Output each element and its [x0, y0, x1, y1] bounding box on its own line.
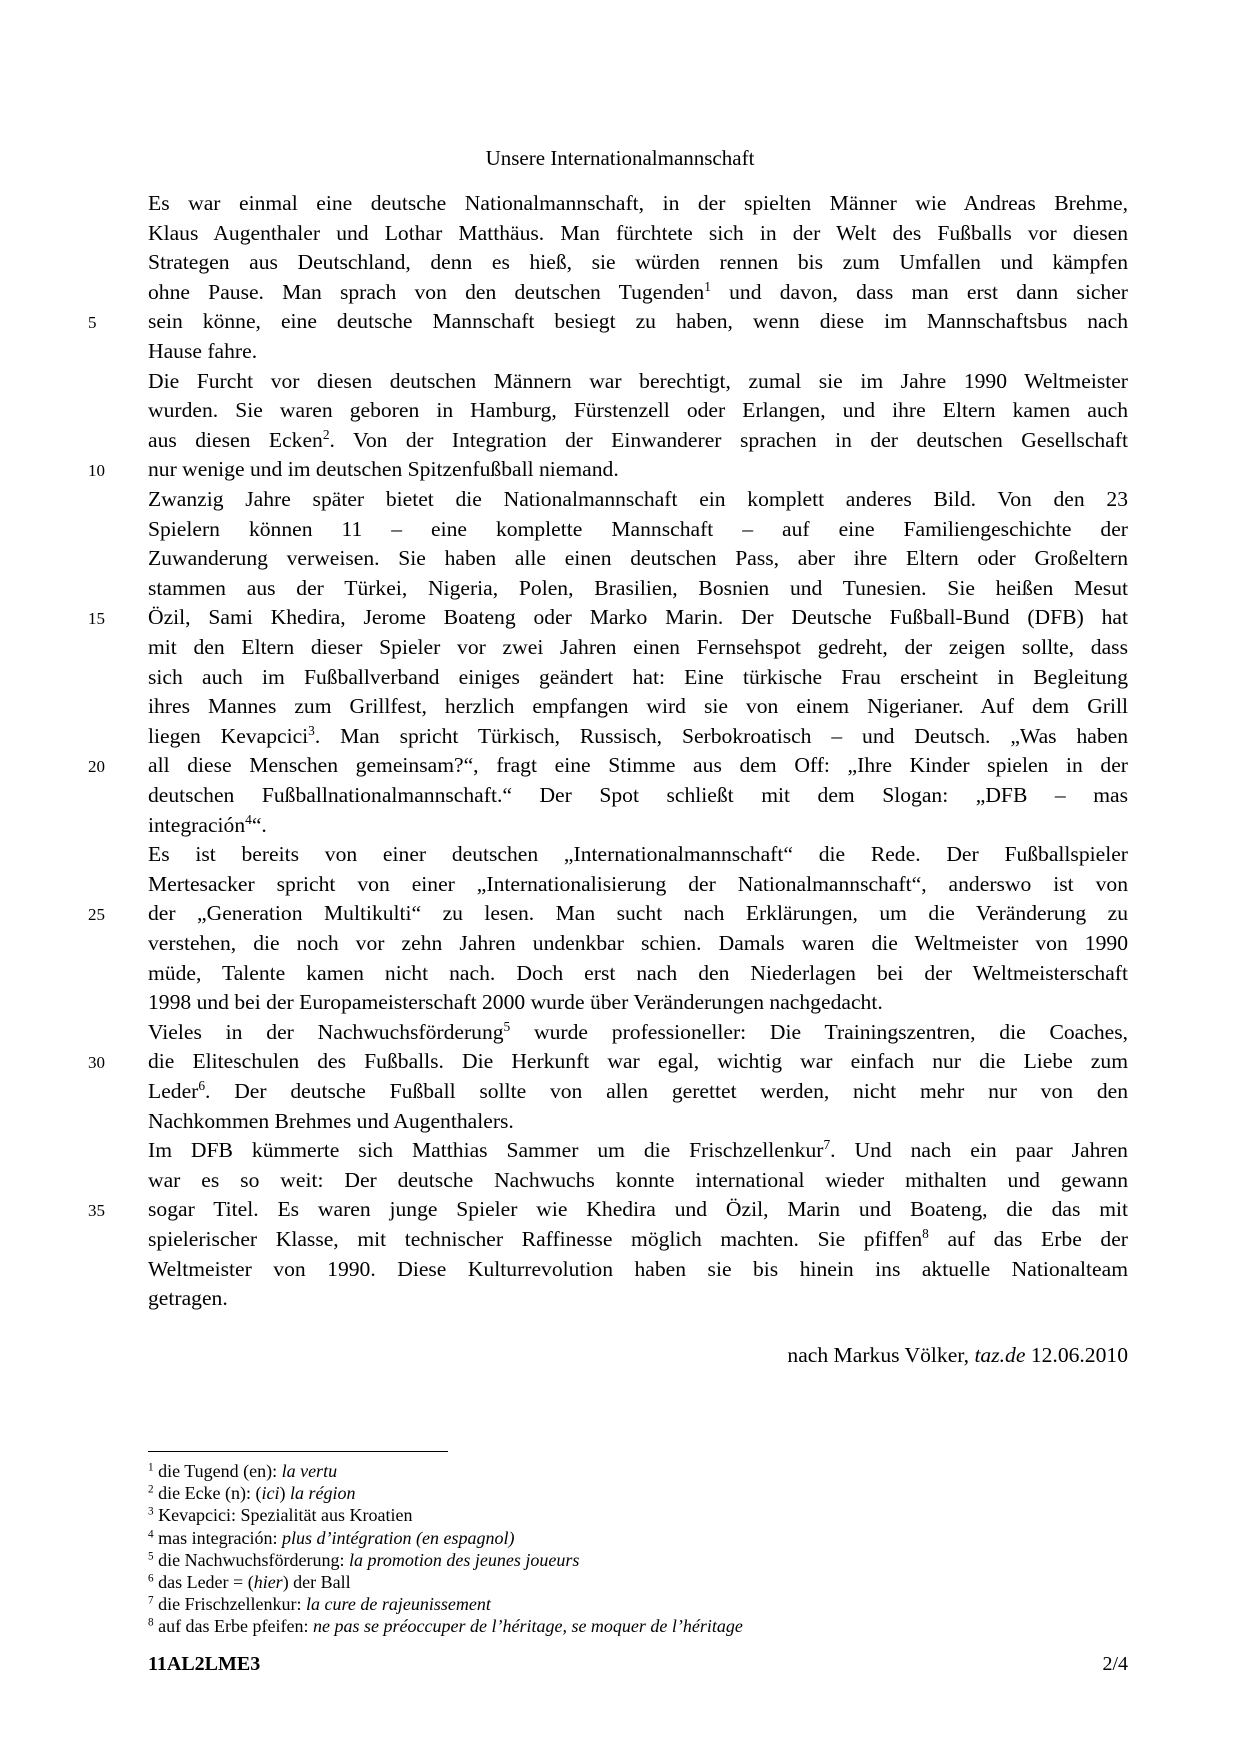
text-line: Spielern können 11 – eine komplette Mannschaft – auf eine Familiengeschichte der	[148, 516, 1128, 541]
source-credit	[787, 1340, 1128, 1370]
text-line: Mertesacker spricht von einer „Internationalisierung der Nationalmannschaft“, anderswo ist von	[148, 871, 1128, 896]
text-line: müde, Talente kamen nicht nach. Doch erst nach den Niederlagen bei der Weltmeisterschaft	[148, 960, 1128, 985]
text-line: Die Furcht vor diesen deutschen Männern war berechtigt, zumal sie im Jahre 1990 Weltmeister	[148, 368, 1128, 393]
footnote: $^3$ Kevapcici: Spezialität aus Kroatien	[148, 1505, 413, 1526]
line-number: 10	[88, 461, 105, 481]
footnote-ref: 7	[823, 1137, 831, 1153]
exam-code: 11AL2LME3	[148, 1653, 261, 1675]
text-line: deutschen Fußballnationalmannschaft.“ Der Spot schließt mit dem Slogan: „DFB – mas	[148, 783, 1128, 807]
text-line: wurden. Sie waren geboren in Hamburg, Fürstenzell oder Erlangen, und ihre Eltern kamen auch	[148, 398, 1128, 423]
text-line: Zwanzig Jahre später bietet die Nationalmannschaft ein komplett anderes Bild. Von den 23	[148, 487, 1128, 511]
footnote: $^5$ die Nachwuchsförderung: la promotion des jeunes joueurs	[148, 1549, 580, 1570]
text-line: Strategen aus Deutschland, denn es hieß, sie würden rennen bis zum Umfallen und kämpfen	[148, 250, 1128, 275]
text-line: Özil, Sami Khedira, Jerome Boateng oder Marko Marin. Der Deutsche Fußball-Bund (DFB) hat	[148, 605, 1128, 630]
text-line: war es so weit: Der deutsche Nachwuchs konnte international wieder mithalten und gewann	[148, 1167, 1128, 1192]
text-line: Im DFB kümmerte sich Matthias Sammer um die Frischzellenkur$^7$. Und nach ein paar Jahren	[148, 1137, 1128, 1163]
page-title: Unsere Internationalmannschaft	[485, 146, 755, 170]
text-line: Weltmeister von 1990. Diese Kulturrevolution haben sie bis hinein ins aktuelle Nationalteam	[148, 1256, 1128, 1281]
line-number: 30	[88, 1053, 105, 1073]
text-line: der „Generation Multikulti“ zu lesen. Man sucht nach Erklärungen, um die Veränderung zu	[148, 901, 1128, 926]
text-line: Vieles in der Nachwuchsförderung$^5$ wurde professioneller: Die Trainingszentren, die Coaches,	[148, 1018, 1129, 1044]
footnote-ref: 4	[245, 811, 252, 827]
text-line: liegen Kevapcici$^3$. Man spricht Türkisch, Russisch, Serbokroatisch – und Deutsch. „Was haben	[148, 722, 1128, 748]
footnote: $^7$ die Frischzellenkur: la cure de rajeunissement	[148, 1594, 491, 1615]
line-number: 20	[88, 757, 105, 777]
text-line: getragen.	[148, 1286, 228, 1311]
footnote-ref: 6	[198, 1077, 206, 1093]
text-line: Es war einmal eine deutsche Nationalmannschaft, in der spielten Männer wie Andreas Brehme,	[148, 191, 1128, 215]
text-line: sogar Titel. Es waren junge Spieler wie Khedira und Özil, Marin und Boateng, die das mit	[148, 1197, 1128, 1222]
source-site: taz.de	[974, 1343, 1026, 1367]
source-author: nach Markus Völker,	[787, 1343, 975, 1367]
line-number: 5	[88, 313, 97, 333]
text-line: Klaus Augenthaler und Lothar Matthäus. Man fürchtete sich in der Welt des Fußballs vor diesen	[148, 220, 1128, 245]
line-number: 15	[88, 609, 105, 629]
text-line: stammen aus der Türkei, Nigeria, Polen, Brasilien, Bosnien und Tunesien. Sie heißen Mesut	[148, 575, 1128, 600]
text-line: spielerischer Klasse, mit technischer Raffinesse möglich machten. Sie pfiffen$^8$ auf das Erbe der	[148, 1225, 1128, 1251]
text-line: Hause fahre.	[148, 339, 258, 363]
text-line: mit den Eltern dieser Spieler vor zwei Jahren einen Fernsehspot gedreht, der zeigen sollte, dass	[148, 635, 1128, 659]
footnote: $^8$ auf das Erbe pfeifen: ne pas se préoccuper de l’héritage, se moquer de l’héritage	[148, 1616, 743, 1637]
text-line: die Eliteschulen des Fußballs. Die Herkunft war egal, wichtig war einfach nur die Liebe zum	[148, 1049, 1128, 1074]
text-line: verstehen, die noch vor zehn Jahren undenkbar schien. Damals waren die Weltmeister von 1990	[148, 931, 1128, 955]
text-line: Es ist bereits von einer deutschen „Internationalmannschaft“ die Rede. Der Fußballspieler	[148, 842, 1128, 867]
text-line: 1998 und bei der Europameisterschaft 2000 wurde über Veränderungen nachgedacht.	[148, 990, 883, 1015]
text-line: nur wenige und im deutschen Spitzenfußball niemand.	[148, 457, 619, 482]
source-date: 12.06.2010	[1025, 1343, 1128, 1367]
footnote-ref: 3	[308, 722, 315, 738]
footnote: $^6$ das Leder = (hier) der Ball	[148, 1572, 351, 1592]
text-line: ihres Mannes zum Grillfest, herzlich empfangen wird sie von einem Nigerianer. Auf dem Grill	[148, 694, 1128, 719]
text-line: sich auch im Fußballverband einiges geändert hat: Eine türkische Frau erscheint in Begleitung	[148, 664, 1128, 689]
page-number: 2/4	[1102, 1653, 1128, 1675]
footnote: $^2$ die Ecke (n): (ici) la région	[148, 1483, 356, 1504]
text-line: sein könne, eine deutsche Mannschaft besiegt zu haben, wenn diese im Mannschaftsbus nach	[148, 309, 1128, 334]
text-line: integración$^4$“.	[148, 811, 267, 837]
text-line: ohne Pause. Man sprach von den deutschen Tugenden$^1$ und davon, dass man erst dann sicher	[148, 278, 1128, 304]
line-number: 25	[88, 905, 105, 925]
line-number: 35	[88, 1201, 105, 1221]
footnote-ref: 8	[922, 1225, 929, 1241]
footnote-ref: 5	[503, 1018, 511, 1034]
footnote: $^4$ mas integración: plus d’intégration (en espagnol)	[148, 1527, 515, 1548]
footnote-ref: 2	[322, 426, 330, 442]
text-line: Leder$^6$. Der deutsche Fußball sollte von allen gerettet werden, nicht mehr nur von den	[148, 1077, 1128, 1103]
footnote: $^1$ die Tugend (en): la vertu	[148, 1461, 338, 1481]
footnote-divider	[148, 1451, 448, 1452]
footnote-ref: 1	[704, 278, 711, 294]
text-line: aus diesen Ecken$^2$. Von der Integration der Einwanderer sprachen in der deutschen Gesellschaft	[148, 426, 1128, 452]
text-line: all diese Menschen gemeinsam?“, fragt eine Stimme aus dem Off: „Ihre Kinder spielen in der	[148, 753, 1128, 778]
text-line: Nachkommen Brehmes und Augenthalers.	[148, 1108, 514, 1133]
text-line: Zuwanderung verweisen. Sie haben alle einen deutschen Pass, aber ihre Eltern oder Großeltern	[148, 546, 1128, 571]
